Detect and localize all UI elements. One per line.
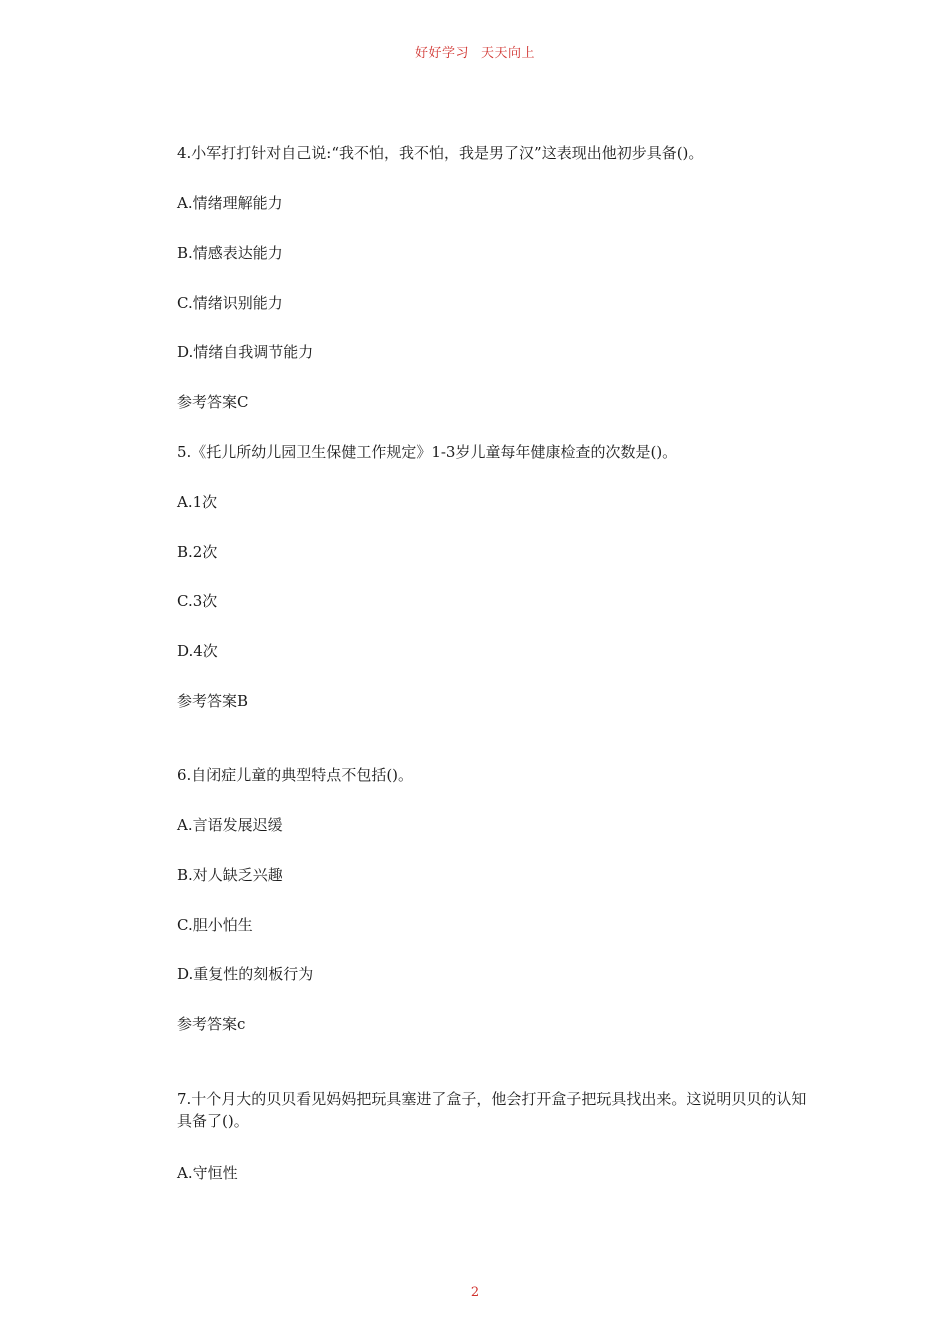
question-5-option-d: D.4次 xyxy=(177,642,218,660)
header-motto-right: 天天向上 xyxy=(481,46,536,61)
question-4-stem: 4.小军打打针对自己说:“我不怕，我不怕，我是男了汉”这表现出他初步具备()。 xyxy=(177,144,704,162)
question-6-option-a: A.言语发展迟缓 xyxy=(177,816,283,834)
question-4-option-b: B.情感表达能力 xyxy=(177,244,283,262)
question-6-stem: 6.自闭症儿童的典型特点不包括()。 xyxy=(177,766,414,784)
question-4-option-d: D.情绪自我调节能力 xyxy=(177,343,314,361)
question-5-option-b: B.2次 xyxy=(177,543,218,561)
question-6-option-c: C.胆小怕生 xyxy=(177,916,253,934)
page-number: 2 xyxy=(470,1285,480,1300)
page-header xyxy=(0,42,950,61)
question-7-stem: 7.十个月大的贝贝看见妈妈把玩具塞进了盒子，他会打开盒子把玩具找出来。这说明贝贝的认知具备了()。 xyxy=(177,1090,807,1130)
question-5-stem: 5.《托儿所幼儿园卫生保健工作规定》1-3岁儿童每年健康检查的次数是()。 xyxy=(177,443,678,461)
question-6-option-d: D.重复性的刻板行为 xyxy=(177,965,314,983)
question-4-answer: 参考答案C xyxy=(177,393,249,411)
question-5-answer: 参考答案B xyxy=(177,692,249,710)
question-7-option-a: A.守恒性 xyxy=(177,1164,238,1182)
question-5-option-a: A.1次 xyxy=(177,493,218,511)
question-4-option-c: C.情绪识别能力 xyxy=(177,294,283,312)
header-motto-left: 好好学习 xyxy=(414,46,469,61)
question-6-answer: 参考答案c xyxy=(177,1015,246,1033)
question-4-option-a: A.情绪理解能力 xyxy=(177,194,283,212)
question-6-option-b: B.对人缺乏兴趣 xyxy=(177,866,283,884)
question-5-option-c: C.3次 xyxy=(177,592,218,610)
